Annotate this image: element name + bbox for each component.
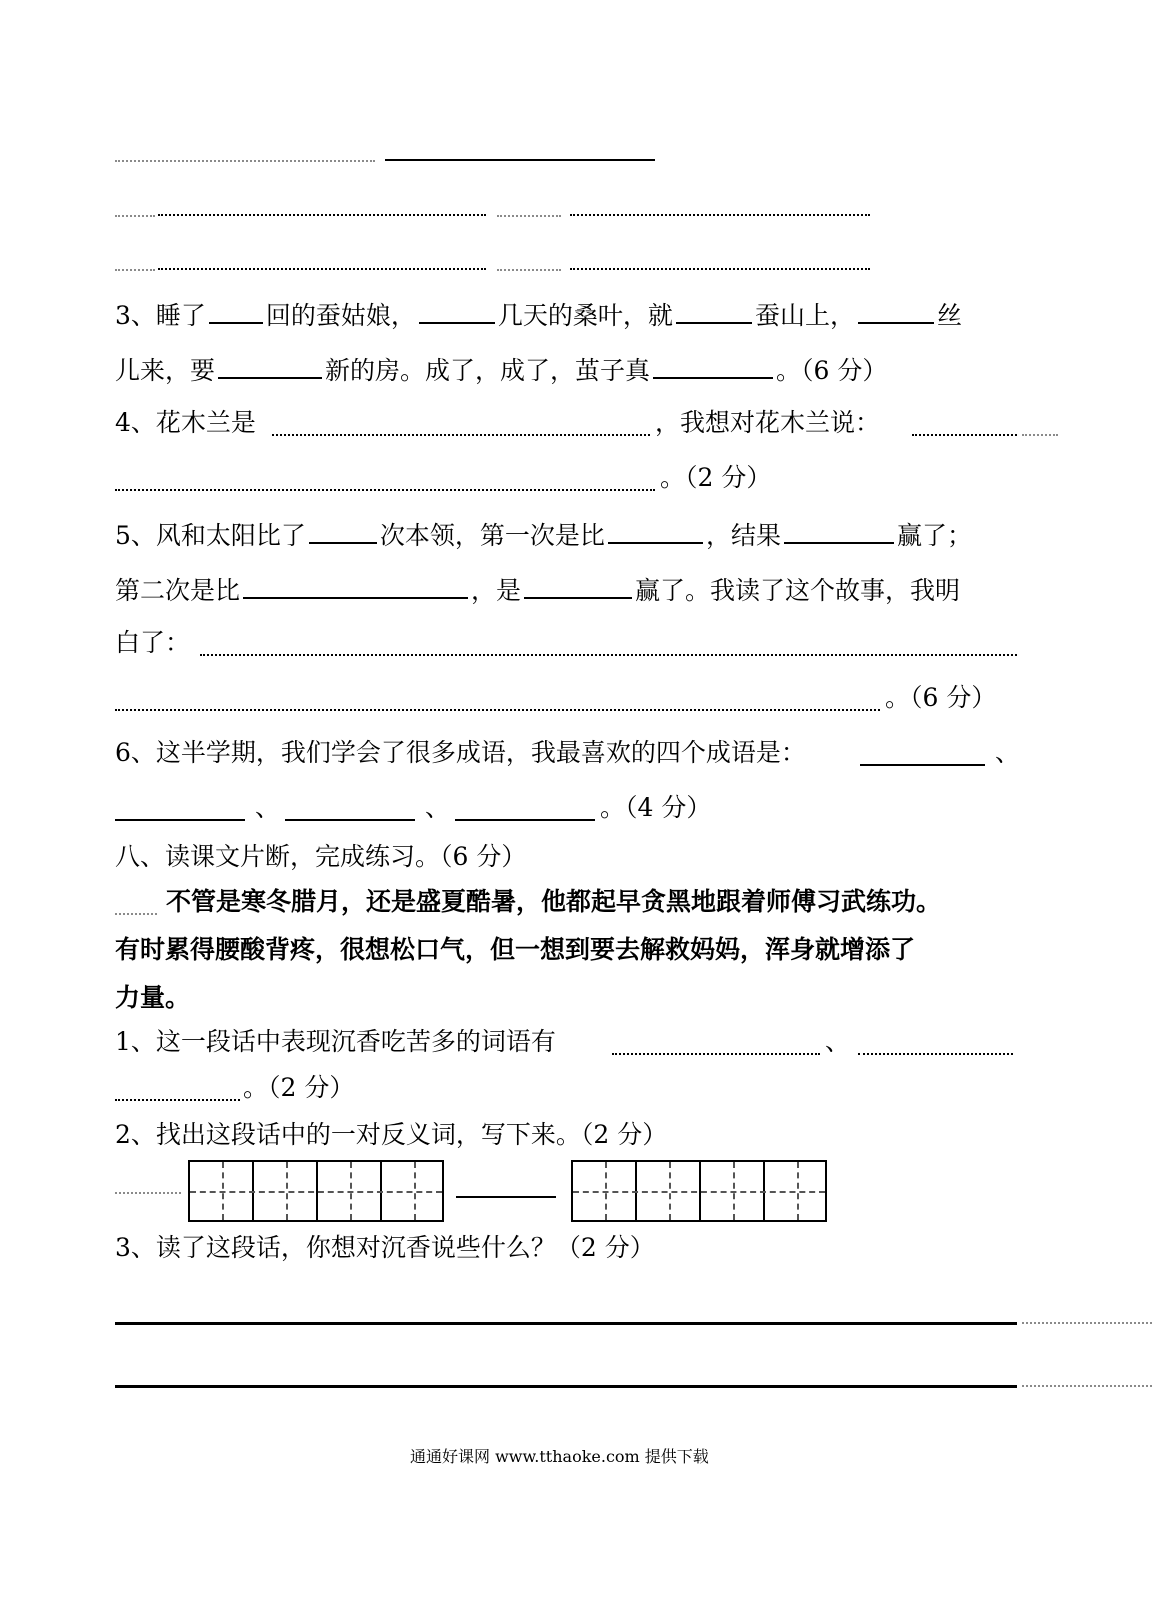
dot-leader — [1022, 434, 1058, 436]
answer-line[interactable] — [158, 268, 486, 270]
dot-leader — [1022, 1385, 1152, 1387]
s1-blank-3[interactable] — [115, 1099, 240, 1101]
passage-line-2: 有时累得腰酸背疼，很想松口气，但一想到要去解救妈妈，浑身就增添了 — [115, 935, 916, 964]
dot-leader — [497, 215, 561, 217]
q3-score: 。（6 分） — [776, 356, 888, 385]
answer-line[interactable] — [570, 268, 870, 270]
q3-text: 儿来，要 — [115, 356, 216, 385]
s1-blank-1[interactable] — [612, 1053, 820, 1055]
writing-grid-left[interactable] — [188, 1160, 444, 1222]
q6-blank-4[interactable] — [455, 819, 595, 821]
q5-blank-3[interactable] — [784, 516, 894, 544]
grid-guide — [573, 1191, 825, 1193]
sub-question-1: 1、这一段话中表现沉香吃苦多的词语有 — [115, 1027, 556, 1056]
answer-line[interactable] — [570, 214, 870, 216]
q6-separator: 、 — [425, 793, 451, 822]
q3-text: 新的房。成了，成了，茧子真 — [325, 356, 651, 385]
q6-text-1: 6、这半学期，我们学会了很多成语，我最喜欢的四个成语是： — [115, 738, 806, 767]
q5-text: 第二次是比 — [115, 576, 241, 605]
sub-question-2: 2、找出这段话中的一对反义词，写下来。（2 分） — [115, 1120, 668, 1149]
answer-line[interactable] — [385, 159, 655, 161]
q5-blank-5[interactable] — [524, 571, 632, 599]
grid-guide — [190, 1191, 442, 1193]
q3-text: 蚕山上， — [754, 301, 855, 330]
page-footer: 通通好课网 www.tthaoke.com 提供下载 — [410, 1447, 709, 1466]
q3-blank-5[interactable] — [218, 351, 322, 379]
q5-blank-6[interactable] — [200, 654, 1017, 656]
dot-leader — [115, 215, 155, 217]
q5-score: 。（6 分） — [885, 683, 997, 712]
q3-text: 3、睡了 — [115, 301, 206, 330]
dot-leader — [115, 269, 155, 271]
q6-blank-2[interactable] — [115, 819, 245, 821]
q5-text: 次本领，第一次是比 — [379, 521, 605, 550]
q4-blank-3[interactable] — [115, 489, 655, 491]
q5-text: 5、风和太阳比了 — [115, 521, 306, 550]
dot-leader — [115, 913, 157, 915]
q4-blank-2[interactable] — [912, 434, 1017, 436]
dot-leader — [115, 1192, 181, 1194]
q4-text-2: ，我想对花木兰说： — [655, 408, 881, 437]
s1-score: 。（2 分） — [243, 1073, 355, 1102]
q5-text: 赢了。我读了这个故事，我明 — [635, 576, 961, 605]
passage-line-1: 不管是寒冬腊月，还是盛夏酷暑，他都起早贪黑地跟着师傅习武练功。 — [166, 887, 942, 916]
q5-blank-7[interactable] — [115, 709, 880, 711]
answer-line[interactable] — [158, 214, 486, 216]
q3-text: 丝 — [936, 301, 962, 330]
q6-separator: 、 — [995, 738, 1021, 767]
writing-grid-right[interactable] — [571, 1160, 827, 1222]
q3-text: 回的蚕姑娘， — [265, 301, 416, 330]
answer-line[interactable] — [115, 1385, 1017, 1388]
antonym-connector-line — [456, 1196, 556, 1198]
q5-text-3: 白了： — [115, 628, 191, 657]
q5-line2 — [115, 571, 960, 608]
q5-blank-4[interactable] — [243, 571, 468, 599]
dot-leader — [1022, 1322, 1152, 1324]
s1-blank-2[interactable] — [858, 1053, 1013, 1055]
q6-separator: 、 — [255, 793, 281, 822]
q4-line1 — [115, 406, 256, 440]
q6-score: 。（4 分） — [600, 793, 712, 822]
q5-blank-1[interactable] — [309, 516, 377, 544]
dot-leader — [115, 160, 375, 162]
q3-blank-1[interactable] — [209, 296, 263, 324]
q3-line2 — [115, 351, 887, 388]
sub-question-3: 3、读了这段话，你想对沉香说些什么？（2 分） — [115, 1233, 655, 1262]
q4-blank-1[interactable] — [272, 434, 650, 436]
q6-blank-3[interactable] — [285, 819, 415, 821]
q5-text: 赢了； — [896, 521, 972, 550]
q3-blank-2[interactable] — [419, 296, 495, 324]
answer-line[interactable] — [115, 1322, 1017, 1325]
q5-blank-2[interactable] — [608, 516, 703, 544]
q3-text: 几天的桑叶，就 — [497, 301, 673, 330]
q4-text: 4、花木兰是 — [115, 408, 256, 437]
q3-blank-4[interactable] — [858, 296, 934, 324]
dot-leader — [497, 269, 561, 271]
section-8-title: 八、读课文片断，完成练习。（6 分） — [115, 842, 527, 871]
q3-blank-6[interactable] — [653, 351, 773, 379]
q5-line1 — [115, 516, 972, 553]
q4-score: 。（2 分） — [660, 463, 772, 492]
q6-blank-1[interactable] — [860, 764, 985, 766]
q5-text: ，结果 — [705, 521, 781, 550]
q5-text: ，是 — [471, 576, 522, 605]
q3-line1 — [115, 296, 962, 333]
q3-blank-3[interactable] — [676, 296, 752, 324]
s1-separator: 、 — [825, 1027, 851, 1056]
passage-line-3: 力量。 — [115, 983, 191, 1012]
